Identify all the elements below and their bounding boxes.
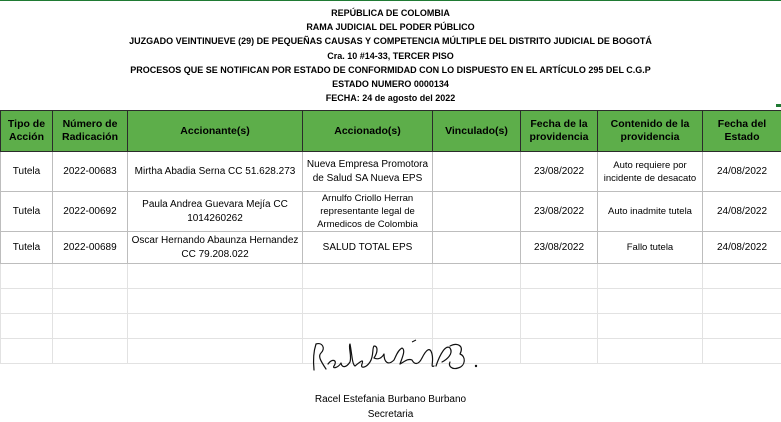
table-cell: Auto requiere por incidente de desacato xyxy=(598,152,703,192)
table-cell: Arnulfo Criollo Herran representante legal de Armedicos de Colombia xyxy=(303,192,433,232)
table-cell: Tutela xyxy=(1,192,53,232)
table-cell: 23/08/2022 xyxy=(521,192,598,232)
table-cell: 24/08/2022 xyxy=(703,192,781,232)
empty-cell xyxy=(1,314,53,339)
column-header: Vinculado(s) xyxy=(433,111,521,152)
header-address: Cra. 10 #14-33, TERCER PISO xyxy=(327,50,454,61)
empty-cell xyxy=(303,264,433,289)
signer-title: Secretaria xyxy=(367,409,414,420)
empty-row xyxy=(1,289,781,314)
empty-cell xyxy=(703,314,781,339)
empty-cell xyxy=(521,314,598,339)
table-cell: Fallo tutela xyxy=(598,232,703,264)
column-header: Tipo de Acción xyxy=(1,111,53,152)
table-cell: Mirtha Abadia Serna CC 51.628.273 xyxy=(128,152,303,192)
column-header: Accionado(s) xyxy=(303,111,433,152)
column-header: Número de Radicación xyxy=(53,111,128,152)
empty-cell xyxy=(53,339,128,364)
table-cell xyxy=(433,192,521,232)
table-cell: 2022-00692 xyxy=(53,192,128,232)
empty-cell xyxy=(703,264,781,289)
table-cell: 2022-00689 xyxy=(53,232,128,264)
empty-cell xyxy=(1,289,53,314)
header-court: JUZGADO VEINTINUEVE (29) DE PEQUEÑAS CAUSAS Y COMPETENCIA MÚLTIPLE DEL DISTRITO JUDICIAL DE BOGOTÁ xyxy=(129,36,652,47)
empty-cell xyxy=(128,314,303,339)
column-header: Accionante(s) xyxy=(128,111,303,152)
table-cell: 2022-00683 xyxy=(53,152,128,192)
table-cell: Auto inadmite tutela xyxy=(598,192,703,232)
table-cell: Tutela xyxy=(1,152,53,192)
table-cell xyxy=(433,232,521,264)
empty-cell xyxy=(703,289,781,314)
empty-cell xyxy=(433,264,521,289)
table-cell: 24/08/2022 xyxy=(703,232,781,264)
header-notice: PROCESOS QUE SE NOTIFICAN POR ESTADO DE CONFORMIDAD CON LO DISPUESTO EN EL ARTÍCULO 295 DEL C.G.P xyxy=(130,64,651,75)
table-cell: Tutela xyxy=(1,232,53,264)
empty-cell xyxy=(128,289,303,314)
table-cell: 23/08/2022 xyxy=(521,232,598,264)
table-cell xyxy=(433,152,521,192)
header-branch: RAMA JUDICIAL DEL PODER PÚBLICO xyxy=(306,22,475,33)
empty-row xyxy=(1,314,781,339)
column-header: Contenido de la providencia xyxy=(598,111,703,152)
empty-cell xyxy=(521,289,598,314)
table-cell: Nueva Empresa Promotora de Salud SA Nueva EPS xyxy=(303,152,433,192)
empty-cell xyxy=(703,339,781,364)
top-border-line xyxy=(0,0,781,1)
empty-cell xyxy=(521,339,598,364)
empty-cell xyxy=(128,264,303,289)
header-date: FECHA: 24 de agosto del 2022 xyxy=(325,93,456,104)
table-row xyxy=(1,192,781,232)
empty-cell xyxy=(598,289,703,314)
signer-name: Racel Estefania Burbano Burbano xyxy=(314,394,467,405)
empty-cell xyxy=(53,314,128,339)
empty-cell xyxy=(53,264,128,289)
handwritten-signature xyxy=(308,336,498,378)
empty-cell xyxy=(598,264,703,289)
empty-cell xyxy=(598,314,703,339)
empty-cell xyxy=(521,264,598,289)
empty-cell xyxy=(128,339,303,364)
column-header: Fecha del Estado xyxy=(703,111,781,152)
empty-cell xyxy=(303,289,433,314)
table-cell: 23/08/2022 xyxy=(521,152,598,192)
empty-cell xyxy=(1,339,53,364)
process-table xyxy=(0,110,781,364)
table-row xyxy=(1,232,781,264)
empty-cell xyxy=(598,339,703,364)
table-cell: 24/08/2022 xyxy=(703,152,781,192)
header-state-number: ESTADO NUMERO 0000134 xyxy=(332,78,449,89)
empty-cell xyxy=(433,314,521,339)
empty-row xyxy=(1,264,781,289)
table-cell: Oscar Hernando Abaunza Hernandez CC 79.208.022 xyxy=(128,232,303,264)
header-country: REPÚBLICA DE COLOMBIA xyxy=(331,8,450,18)
table-header-row xyxy=(1,111,781,152)
empty-cell xyxy=(433,289,521,314)
table-cell: Paula Andrea Guevara Mejía CC 1014260262 xyxy=(128,192,303,232)
empty-cell xyxy=(303,314,433,339)
cell-selection-marker xyxy=(776,104,781,107)
column-header: Fecha de la providencia xyxy=(521,111,598,152)
document-header xyxy=(0,6,781,105)
table-cell: SALUD TOTAL EPS xyxy=(303,232,433,264)
empty-cell xyxy=(53,289,128,314)
signature-block xyxy=(0,392,781,422)
table-row xyxy=(1,152,781,192)
empty-cell xyxy=(1,264,53,289)
